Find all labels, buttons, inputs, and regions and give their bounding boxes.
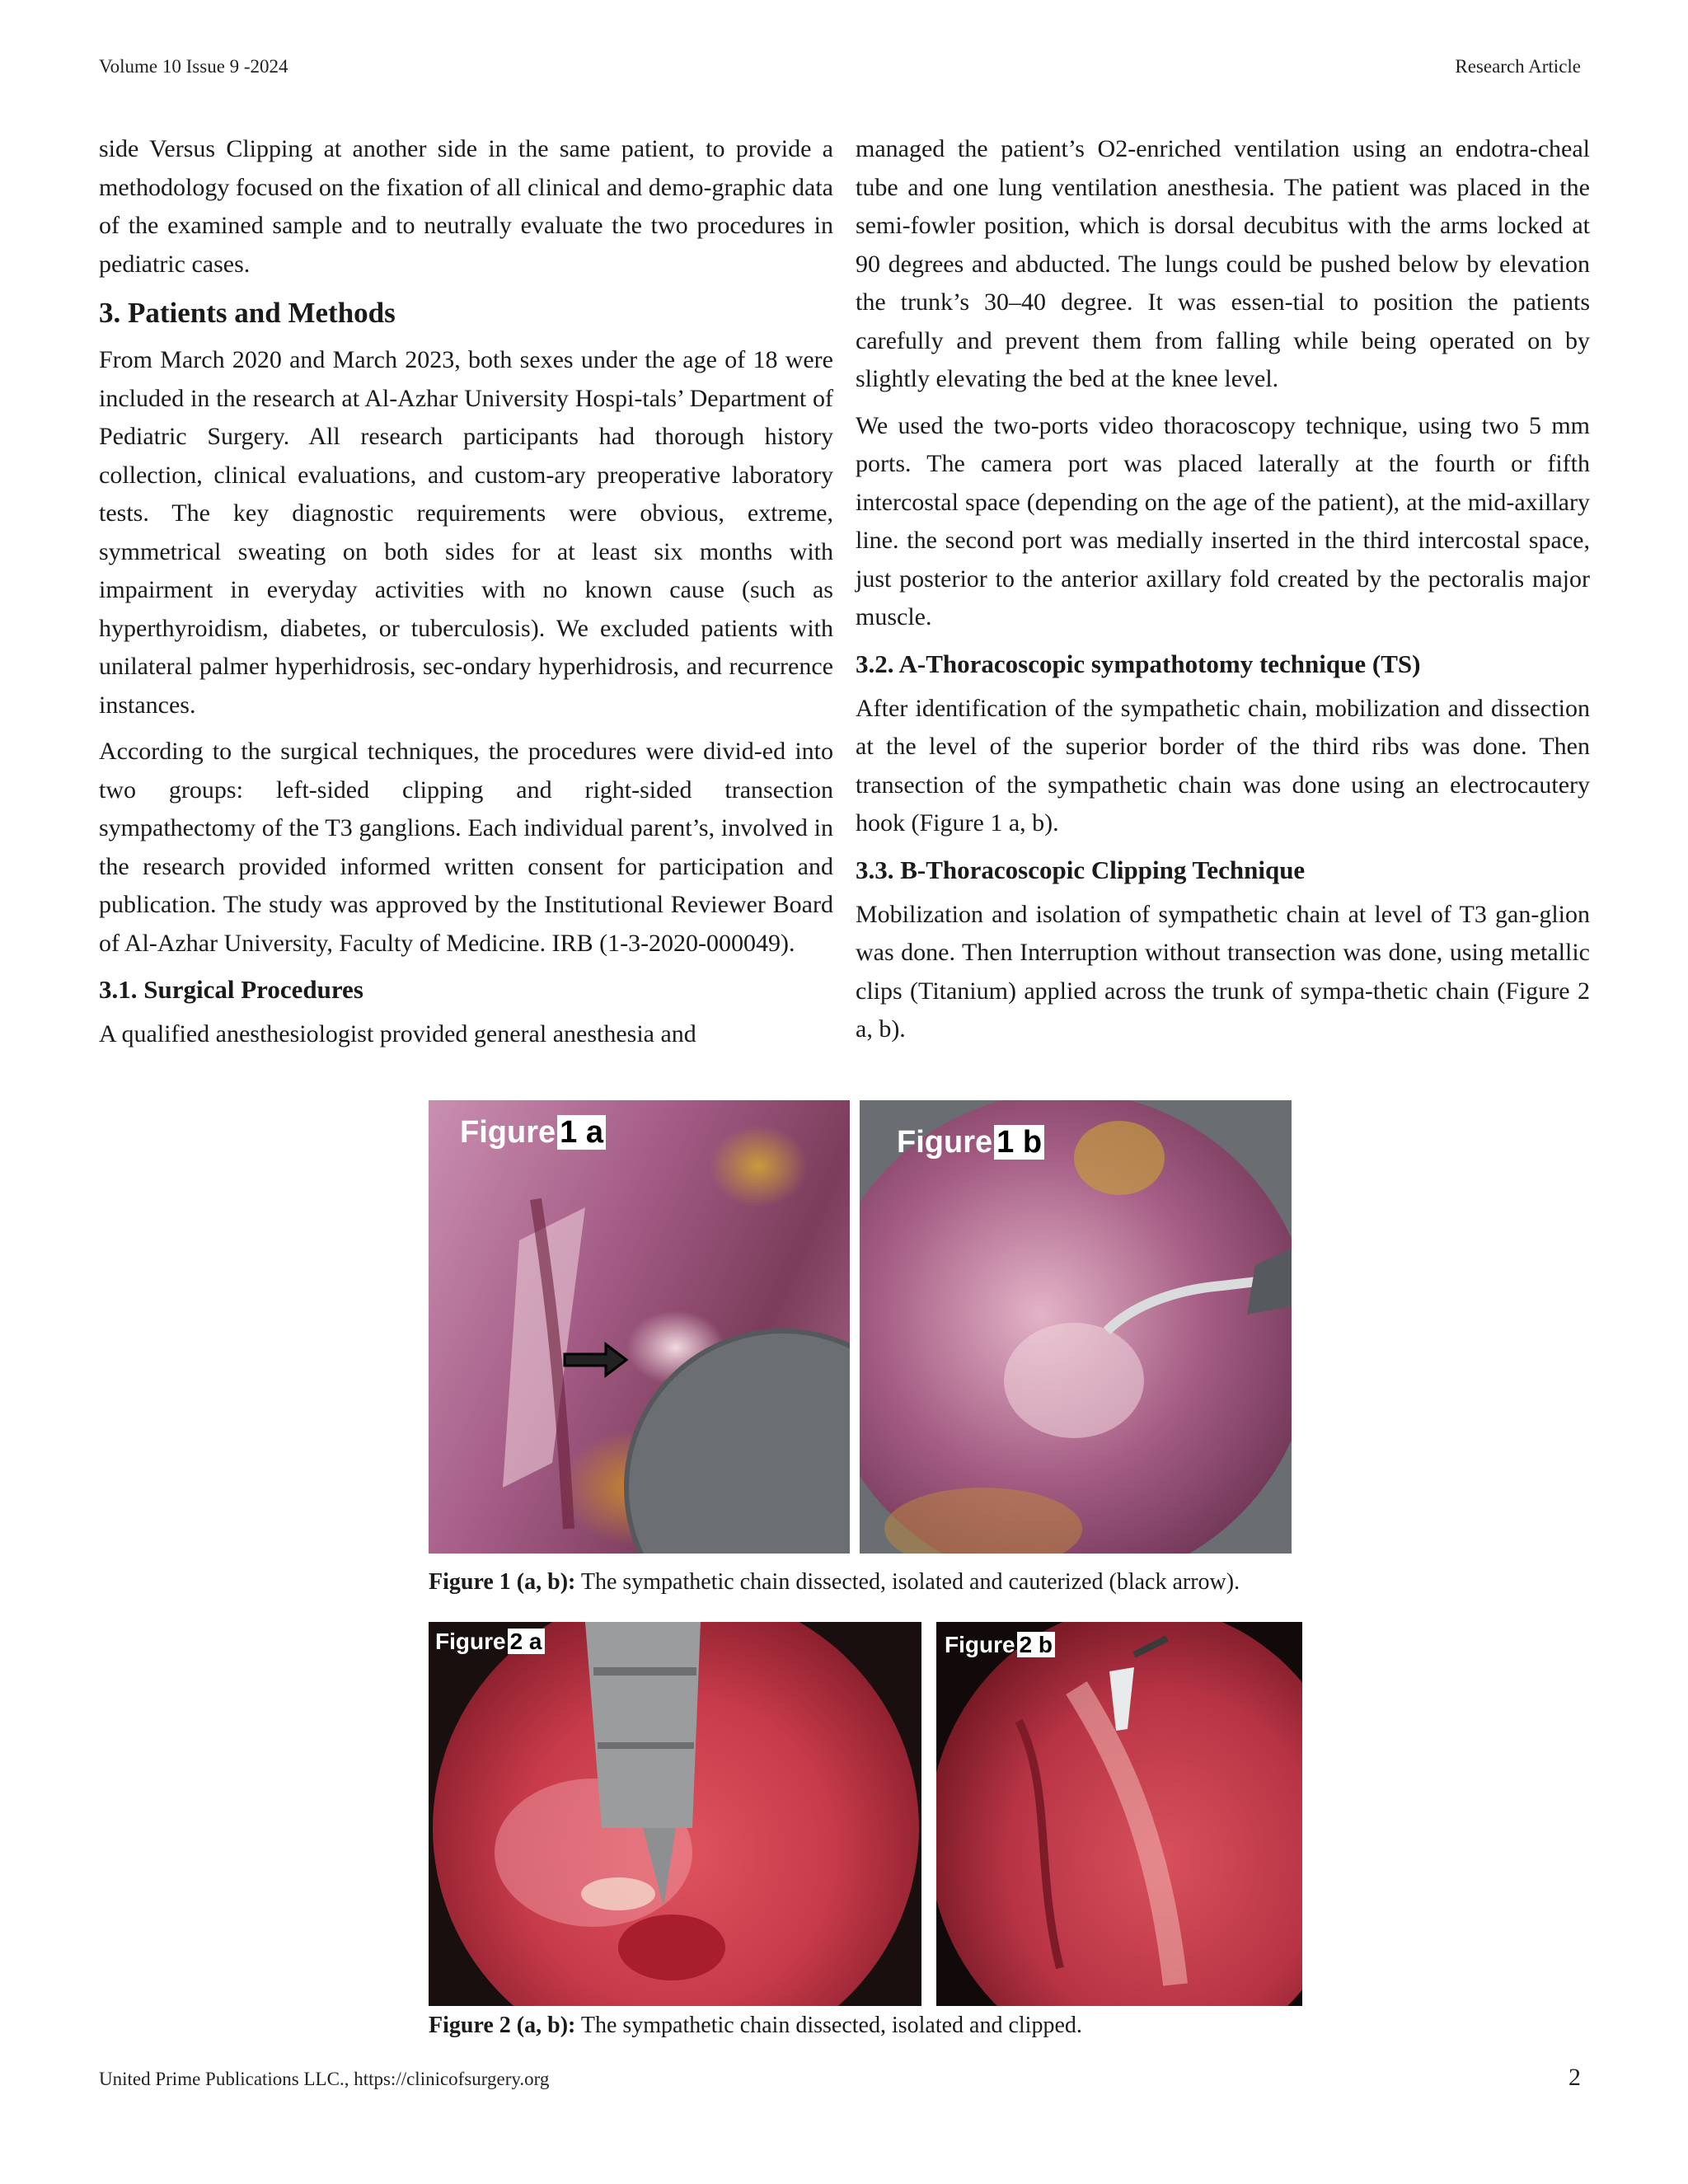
ports-paragraph: We used the two-ports video thoracoscopy technique, using two 5 mm ports. The camera port was placed laterally at the fourth or fifth intercostal space (depending on the age of the patient), at the mid-axillary line. the second port was medially inserted in the third intercostal space, just posterior to the anterior axillary fold created by the pectoralis major muscle. [856, 411, 1590, 630]
figure-2a-drawing [429, 1622, 921, 2006]
article-type: Research Article [1455, 56, 1581, 77]
methods-paragraph-2: According to the surgical techniques, the procedures were divid-ed into two groups: left-sided clipping and right-sided transection sympathectomy of the T3 ganglions. Each individual parent’s, involved in the research provided informed written consent for participation and publication. The study was approved by the Institutional Reviewer Board of Al-Azhar University, Faculty of Medicine. IRB (1-3-2020-000049). [99, 738, 833, 957]
methods-heading: 3. Patients and Methods [99, 297, 396, 329]
left-column [99, 130, 833, 1062]
figure-1b-drawing [860, 1100, 1292, 1554]
figure-2b-drawing [936, 1622, 1302, 2006]
figure-2a-label: Figure 2 a [435, 1629, 545, 1655]
figure-1a-drawing [429, 1100, 850, 1554]
black-arrow-icon [565, 1344, 626, 1376]
intro-paragraph: side Versus Clipping at another side in the same patient, to provide a methodology focused on the fixation of all clinical and demo-graphic data of the examined sample and to neutrally evaluate the two procedures in pediatric cases. [99, 135, 833, 278]
right-column [856, 130, 1590, 1057]
figure-2-caption: Figure 2 (a, b): The sympathetic chain dissected, isolated and clipped. [429, 2013, 1082, 2038]
figure-2b-label: Figure 2 b [945, 1632, 1055, 1658]
figure-1b-label: Figure 1 b [897, 1125, 1044, 1160]
clipping-heading: 3.3. B-Thoracoscopic Clipping Technique [856, 855, 1306, 884]
figure-2a-image [429, 1622, 921, 2006]
journal-volume: Volume 10 Issue 9 -2024 [99, 56, 288, 77]
methods-paragraph-1: From March 2020 and March 2023, both sexes under the age of 18 were included in the research at Al-Azhar University Hospi-tals’ Department of Pediatric Surgery. All research participants had thorough history collection, clinical evaluations, and custom-ary preoperative laboratory tests. The key diagnostic requirements were obvious, extreme, symmetrical sweating on both sides for at least six months with impairment in everyday activities with no known cause (such as hyperthyroidism, diabetes, or tuberculosis). We excluded patients with unilateral palmer hyperhidrosis, sec-ondary hyperhidrosis, and recurrence instances. [99, 346, 833, 719]
anesthesia-paragraph: managed the patient’s O2-enriched ventilation using an endotra-cheal tube and one lung ventilation anesthesia. The patient was placed in the semi-fowler position, which is dorsal decubitus with the arms locked at 90 degrees and abducted. The lungs could be pushed below by elevation the trunk’s 30–40 degree. It was essen-tial to position the patients carefully and prevent them from falling while being operated on by slightly elevating the bed at the knee level. [856, 135, 1590, 392]
surgical-procedures-heading: 3.1. Surgical Procedures [99, 975, 363, 1004]
figure-1-caption: Figure 1 (a, b): The sympathetic chain dissected, isolated and cauterized (black arrow). [429, 1569, 1240, 1595]
figure-1a-label: Figure 1 a [460, 1115, 606, 1151]
page-number: 2 [1568, 2064, 1581, 2091]
figure-2b-image [936, 1622, 1302, 2006]
sympathotomy-heading: 3.2. A-Thoracoscopic sympathotomy technique (TS) [856, 649, 1421, 678]
surgical-paragraph: A qualified anesthesiologist provided general anesthesia and [99, 1020, 696, 1047]
sympathotomy-paragraph: After identification of the sympathetic chain, mobilization and dissection at the level of the superior border of the third ribs was done. Then transection of the sympathetic chain was done using an electrocautery hook (Figure 1 a, b). [856, 694, 1590, 837]
clipping-paragraph: Mobilization and isolation of sympathetic chain at level of T3 gan-glion was done. Then Interruption without transection was done, using metallic clips (Titanium) applied across the trunk of sympa-thetic chain (Figure 2 a, b). [856, 900, 1590, 1043]
figure-1b-image [860, 1100, 1292, 1554]
figure-1a-image [429, 1100, 850, 1554]
publisher-footer: United Prime Publications LLC., https://clinicofsurgery.org [99, 2069, 550, 2089]
